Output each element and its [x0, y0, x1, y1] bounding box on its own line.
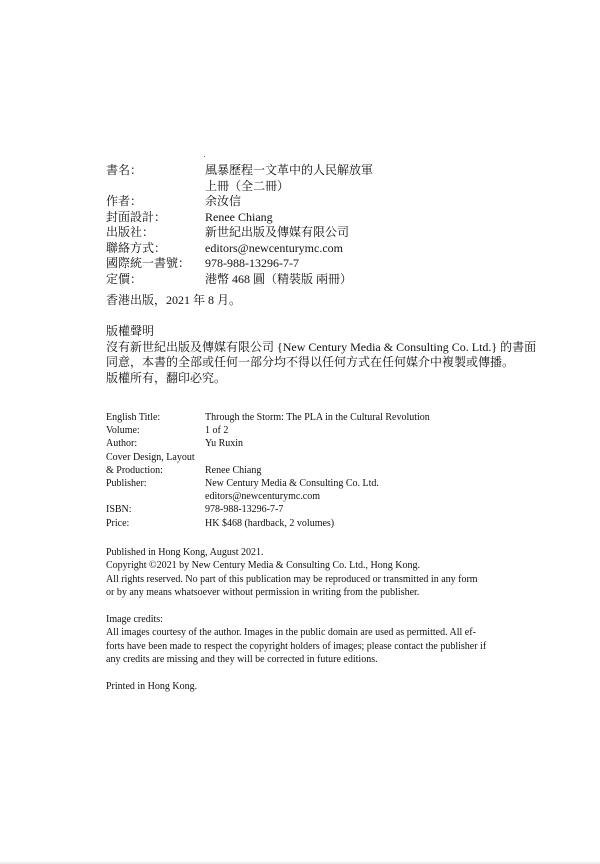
en-copyright-line: Copyright ©2021 by New Century Media & Consulting Co. Ltd., Hong Kong. [106, 560, 420, 572]
zh-title-value: 風暴歷程一文革中的人民解放軍 [205, 163, 374, 177]
zh-copyright-line-1: 沒有新世紀出版及傳媒有限公司 {New Century Media & Consulting Co. Ltd.} 的書面 [106, 339, 537, 354]
zh-book-info [106, 163, 373, 287]
en-price-row [106, 517, 430, 530]
en-author-row [106, 437, 430, 450]
en-publisher-row [106, 477, 430, 490]
zh-price-value: 港幣 468 圓（精裝版 兩冊） [205, 271, 353, 286]
zh-title-row [106, 163, 373, 179]
zh-copyright-notice [106, 324, 536, 386]
zh-copyright-line-3: 版權所有，翻印必究。 [106, 370, 227, 385]
en-volume-label: Volume: [106, 425, 140, 437]
en-author-value: Yu Ruxin [205, 438, 244, 450]
en-email-row [106, 490, 430, 503]
image-credits-line-2: forts have been made to respect the copyright holders of images; please contact the publisher if [106, 640, 487, 652]
zh-copyright-heading: 版權聲明 [106, 324, 155, 338]
zh-author-value: 余汝信 [205, 194, 242, 208]
en-title-label: English Title: [106, 412, 161, 423]
image-credits [106, 613, 522, 667]
en-rights-line-1: All rights reserved. No part of this publication may be reproduced or transmitted in any form [106, 573, 478, 585]
zh-cover-value: Renee Chiang [205, 209, 273, 224]
en-copyright-notice [106, 546, 522, 600]
en-publisher-label: Publisher: [106, 477, 147, 489]
zh-contact-label: 聯絡方式： [106, 240, 167, 255]
zh-author-row [106, 194, 373, 210]
en-publisher-email: editors@newcenturymc.com [205, 491, 321, 503]
en-publisher-value: New Century Media & Consulting Co. Ltd. [205, 477, 379, 489]
image-credits-line-1: All images courtesy of the author. Images in the public domain are used as permitted. All ef- [106, 627, 476, 639]
printed-line [106, 680, 522, 693]
zh-contact-value: editors@newcenturymc.com [205, 240, 344, 255]
en-production-label: & Production: [106, 464, 163, 476]
zh-cover-row [106, 210, 373, 226]
en-price-label: Price: [106, 517, 130, 529]
en-published-line: Published in Hong Kong, August 2021. [106, 547, 264, 558]
en-price-value: HK $468 (hardback, 2 volumes) [205, 517, 335, 529]
en-title-row [106, 411, 430, 424]
image-credits-line-3: any credits are missing and they will be corrected in future editions. [106, 654, 378, 666]
en-isbn-label: ISBN: [106, 504, 132, 516]
zh-cover-label: 封面設計： [106, 209, 167, 224]
zh-isbn-value: 978-988-13296-7-7 [205, 256, 299, 270]
zh-title-value-2: 上冊（全二冊） [205, 178, 290, 193]
zh-price-label: 定價： [106, 271, 143, 286]
printed-in-hong-kong: Printed in Hong Kong. [106, 681, 198, 692]
en-production-row [106, 464, 430, 477]
zh-title-label: 書名： [106, 163, 143, 177]
zh-published-line: 香港出版，2021 年 8 月。 [106, 293, 242, 307]
en-title-value: Through the Storm: The PLA in the Cultural Revolution [205, 412, 430, 423]
en-design-label: Cover Design, Layout [106, 451, 195, 463]
en-volume-value: 1 of 2 [205, 425, 229, 437]
en-isbn-value: 978-988-13296-7-7 [205, 504, 284, 516]
image-credits-heading: Image credits: [106, 614, 163, 625]
en-isbn-row [106, 503, 430, 516]
zh-isbn-row [106, 256, 373, 272]
zh-publisher-label: 出版社： [106, 225, 155, 239]
zh-title-row-2 [106, 179, 373, 195]
en-design-value: Renee Chiang [205, 464, 262, 476]
en-author-label: Author: [106, 438, 138, 450]
zh-author-label: 作者： [106, 194, 143, 208]
en-design-row [106, 451, 430, 464]
zh-copyright-line-2: 同意，本書的全部或任何一部分均不得以任何方式在任何媒介中複製或傳播。 [106, 355, 515, 369]
en-book-info [106, 411, 430, 530]
zh-price-row [106, 272, 373, 288]
zh-publisher-row [106, 225, 373, 241]
zh-isbn-label: 國際統一書號： [106, 256, 191, 270]
en-rights-line-2: or by any means whatsoever without permission in writing from the publisher. [106, 587, 420, 599]
scan-speck [204, 156, 205, 157]
zh-publisher-value: 新世紀出版及傳媒有限公司 [205, 225, 350, 239]
en-volume-row [106, 424, 430, 437]
zh-contact-row [106, 241, 373, 257]
